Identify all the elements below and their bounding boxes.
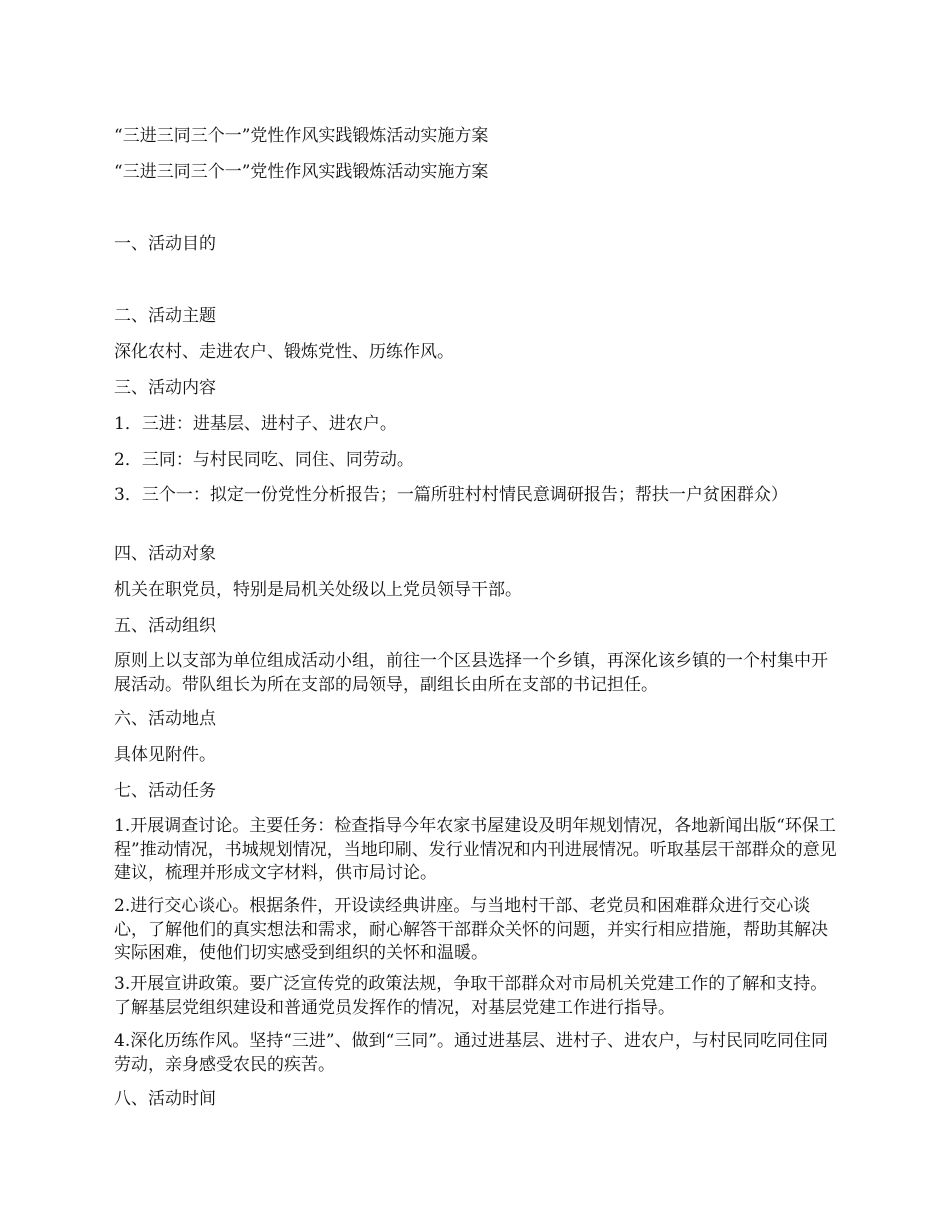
- task-item-1: 1.开展调查讨论。主要任务：检查指导今年农家书屋建设及明年规划情况，各地新闻出版“环保工程”推动情况，书城规划情况，当地印刷、发行业情况和内刊进展情况。听取基层干部群众的意见建议，梳理并形成文字材料，供市局讨论。: [114, 816, 837, 883]
- section-heading-organization: 五、活动组织: [114, 616, 216, 636]
- section-heading-location: 六、活动地点: [114, 709, 216, 729]
- task-item-3: 3.开展宣讲政策。要广泛宣传党的政策法规，争取干部群众对市局机关党建工作的了解和支持。了解基层党组织建设和普通党员发挥作的情况，对基层党建工作进行指导。: [114, 974, 828, 1018]
- section-body-audience: 机关在职党员，特别是局机关处级以上党员领导干部。: [114, 580, 522, 600]
- section-heading-theme: 二、活动主题: [114, 306, 216, 326]
- content-item-3: 3．三个一：拟定一份党性分析报告；一篇所驻村村情民意调研报告；帮扶一户贫困群众）: [114, 485, 788, 505]
- content-item-1: 1．三进：进基层、进村子、进农户。: [114, 414, 397, 434]
- section-heading-content: 三、活动内容: [114, 378, 216, 398]
- task-item-2: 2.进行交心谈心。根据条件，开设读经典讲座。与当地村干部、老党员和困难群众进行交心谈心，了解他们的真实想法和需求，耐心解答干部群众关怀的问题，并实行相应措施，帮助其解决实际困难，使他们切实感受到组织的关怀和温暖。: [114, 896, 828, 963]
- section-heading-purpose: 一、活动目的: [114, 234, 216, 254]
- section-body-organization: 原则上以支部为单位组成活动小组，前往一个区县选择一个乡镇，再深化该乡镇的一个村集中开展活动。带队组长为所在支部的局领导，副组长由所在支部的书记担任。: [114, 651, 828, 695]
- section-body-location: 具体见附件。: [114, 745, 216, 765]
- section-heading-time: 八、活动时间: [114, 1089, 216, 1109]
- section-heading-audience: 四、活动对象: [114, 544, 216, 564]
- document-title: “三进三同三个一”党性作风实践锻炼活动实施方案: [114, 126, 489, 146]
- document-page: [114, 0, 844, 1230]
- document-subtitle: “三进三同三个一”党性作风实践锻炼活动实施方案: [114, 162, 489, 182]
- content-item-2: 2．三同：与村民同吃、同住、同劳动。: [114, 450, 414, 470]
- section-body-theme: 深化农村、走进农户、锻炼党性、历练作风。: [114, 342, 454, 362]
- task-item-4: 4.深化历练作风。坚持“三进”、做到“三同”。通过进基层、进村子、进农户，与村民同吃同住同劳动，亲身感受农民的疾苦。: [114, 1031, 828, 1075]
- section-heading-tasks: 七、活动任务: [114, 781, 216, 801]
